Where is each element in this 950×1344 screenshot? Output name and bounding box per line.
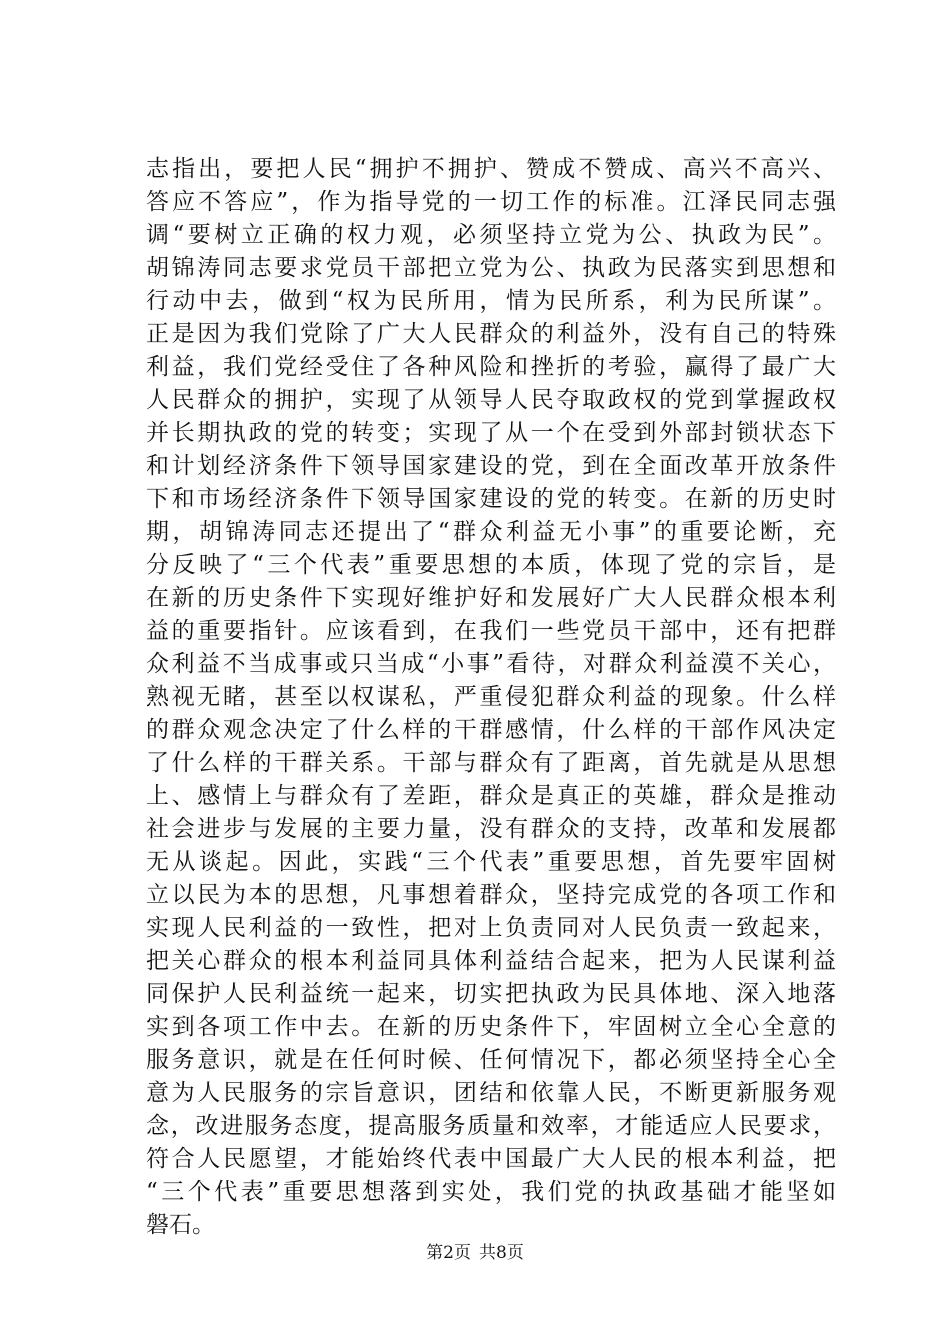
text-line: 在新的历史条件下实现好维护好和发展好广大人民群众根本利 [146,585,836,611]
text-line: “三个代表”重要思想落到实处，我们党的执政基础才能坚如 [146,1179,836,1205]
text-line: 把关心群众的根本利益同具体利益结合起来，把为人民谋利益 [146,948,836,974]
text-line: 答应不答应”，作为指导党的一切工作的标准。江泽民同志强 [146,189,836,215]
text-line: 调“要树立正确的权力观，必须坚持立党为公、执政为民”。 [146,222,836,248]
text-line: 立以民为本的思想，凡事想着群众，坚持完成党的各项工作和 [146,882,836,908]
text-line: 磐石。 [146,1212,215,1238]
body-paragraph [146,153,836,1242]
page-footer [0,1241,950,1265]
text-line: 同保护人民利益统一起来，切实把执政为民具体地、深入地落 [146,981,836,1007]
text-line: 并长期执政的党的转变；实现了从一个在受到外部封锁状态下 [146,420,836,446]
text-line: 分反映了“三个代表”重要思想的本质，体现了党的宗旨，是 [146,552,836,578]
page-number: 第2页 [426,1243,471,1263]
text-line: 下和市场经济条件下领导国家建设的党的转变。在新的历史时 [146,486,836,512]
text-line: 胡锦涛同志要求党员干部把立党为公、执政为民落实到思想和 [146,255,836,281]
text-line: 的群众观念决定了什么样的干群感情，什么样的干部作风决定 [146,717,836,743]
text-line: 期，胡锦涛同志还提出了“群众利益无小事”的重要论断，充 [146,519,836,545]
text-line: 益的重要指针。应该看到，在我们一些党员干部中，还有把群 [146,618,836,644]
text-line: 实现人民利益的一致性，把对上负责同对人民负责一致起来， [146,915,836,941]
text-line: 人民群众的拥护，实现了从领导人民夺取政权的党到掌握政权 [146,387,836,413]
text-line: 和计划经济条件下领导国家建设的党，到在全面改革开放条件 [146,453,836,479]
text-line: 服务意识，就是在任何时候、任何情况下，都必须坚持全心全 [146,1047,836,1073]
text-line: 众利益不当成事或只当成“小事”看待，对群众利益漠不关心， [146,651,836,677]
text-line: 上、感情上与群众有了差距，群众是真正的英雄，群众是推动 [146,783,836,809]
text-line: 志指出，要把人民“拥护不拥护、赞成不赞成、高兴不高兴、 [146,156,836,182]
text-line: 社会进步与发展的主要力量，没有群众的支持，改革和发展都 [146,816,836,842]
text-line: 意为人民服务的宗旨意识，团结和依靠人民，不断更新服务观 [146,1080,836,1106]
text-line: 利益，我们党经受住了各种风险和挫折的考验，赢得了最广大 [146,354,836,380]
page-total: 共8页 [479,1243,524,1263]
text-line: 无从谈起。因此，实践“三个代表”重要思想，首先要牢固树 [146,849,836,875]
text-line: 念，改进服务态度，提高服务质量和效率，才能适应人民要求， [146,1113,836,1139]
text-line: 正是因为我们党除了广大人民群众的利益外，没有自己的特殊 [146,321,836,347]
text-line: 符合人民愿望，才能始终代表中国最广大人民的根本利益，把 [146,1146,836,1172]
text-line: 行动中去，做到“权为民所用，情为民所系，利为民所谋”。 [146,288,836,314]
text-line: 熟视无睹，甚至以权谋私，严重侵犯群众利益的现象。什么样 [146,684,836,710]
text-line: 实到各项工作中去。在新的历史条件下，牢固树立全心全意的 [146,1014,836,1040]
text-line: 了什么样的干群关系。干部与群众有了距离，首先就是从思想 [146,750,836,776]
